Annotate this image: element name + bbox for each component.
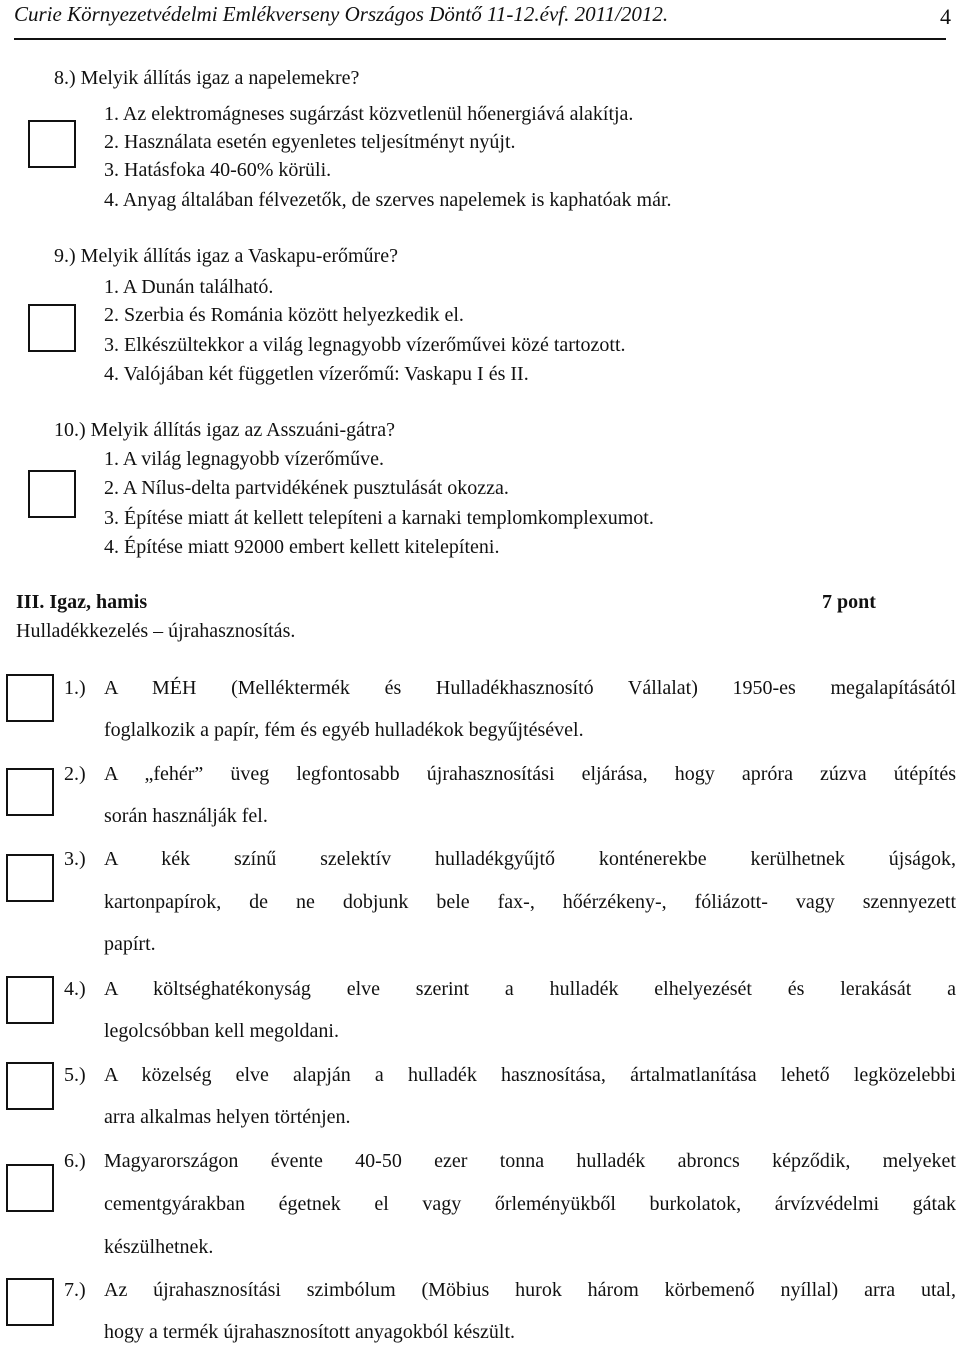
- answer-box-q9[interactable]: [28, 304, 76, 352]
- statement-6-line-2: cementgyárakban égetnek el vagy őrleményükből burkolatok, árvízvédelmi gátak: [104, 1193, 956, 1215]
- page-header-title: Curie Környezetvédelmi Emlékverseny Országos Döntő 11-12.évf. 2011/2012.: [14, 2, 669, 26]
- answer-box-q8[interactable]: [28, 120, 76, 168]
- answer-box-statement-2[interactable]: [6, 768, 54, 816]
- q8-option-4: 4. Anyag általában félvezetők, de szerves napelemek is kaphatóak már.: [104, 189, 672, 211]
- page-number: 4: [940, 4, 951, 29]
- question-9-title: 9.) Melyik állítás igaz a Vaskapu-erőműre?: [54, 245, 398, 267]
- answer-box-statement-3[interactable]: [6, 854, 54, 902]
- answer-box-statement-4[interactable]: [6, 976, 54, 1024]
- q9-option-4: 4. Valójában két független vízerőmű: Vaskapu I és II.: [104, 363, 529, 385]
- answer-box-statement-7[interactable]: [6, 1278, 54, 1326]
- statement-6-line-1: Magyarországon évente 40-50 ezer tonna hulladék abroncs képződik, melyeket: [104, 1150, 956, 1172]
- question-10-title: 10.) Melyik állítás igaz az Asszuáni-gátra?: [54, 419, 395, 441]
- q10-option-3: 3. Építése miatt át kellett telepíteni a karnaki templomkomplexumot.: [104, 507, 654, 529]
- statement-number: 4.): [64, 978, 86, 1000]
- statement-number: 6.): [64, 1150, 86, 1172]
- q10-option-4: 4. Építése miatt 92000 embert kellett kitelepíteni.: [104, 536, 500, 558]
- answer-box-statement-5[interactable]: [6, 1062, 54, 1110]
- q8-option-2: 2. Használata esetén egyenletes teljesítményt nyújt.: [104, 131, 516, 153]
- section-title: III. Igaz, hamis: [16, 591, 148, 613]
- q9-option-2: 2. Szerbia és Románia között helyezkedik el.: [104, 304, 464, 326]
- statement-7-line-2: hogy a termék újrahasznosított anyagokból készült.: [104, 1321, 516, 1343]
- statement-3-line-1: A kék színű szelektív hulladékgyűjtő konténerekbe kerülhetnek újságok,: [104, 848, 956, 870]
- statement-number: 3.): [64, 848, 86, 870]
- answer-box-statement-6[interactable]: [6, 1164, 54, 1212]
- q10-option-1: 1. A világ legnagyobb vízerőműve.: [104, 448, 384, 470]
- statement-number: 5.): [64, 1064, 86, 1086]
- statement-number: 7.): [64, 1279, 86, 1301]
- q9-option-1: 1. A Dunán található.: [104, 276, 274, 298]
- statement-1-line-2: foglalkozik a papír, fém és egyéb hulladékok begyűjtésével.: [104, 719, 584, 741]
- answer-box-q10[interactable]: [28, 470, 76, 518]
- header-divider: [14, 38, 946, 40]
- statement-3-line-2: kartonpapírok, de ne dobjunk bele fax-, hőérzékeny-, fóliázott- vagy szennyezett: [104, 891, 956, 913]
- section-subtitle: Hulladékkezelés – újrahasznosítás.: [16, 620, 296, 642]
- q8-option-1: 1. Az elektromágneses sugárzást közvetlenül hőenergiává alakítja.: [104, 103, 634, 125]
- section-points: 7 pont: [822, 591, 876, 613]
- statement-5-line-2: arra alkalmas helyen történjen.: [104, 1106, 351, 1128]
- statement-5-line-1: A közelség elve alapján a hulladék hasznosítása, ártalmatlanítása lehető legközelebbi: [104, 1064, 956, 1086]
- statement-number: 1.): [64, 677, 86, 699]
- statement-7-line-1: Az újrahasznosítási szimbólum (Möbius hurok három körbemenő nyíllal) arra utal,: [104, 1279, 956, 1301]
- q8-option-3: 3. Hatásfoka 40-60% körüli.: [104, 159, 332, 181]
- statement-4-line-1: A költséghatékonyság elve szerint a hulladék elhelyezését és lerakását a: [104, 978, 956, 1000]
- answer-box-statement-1[interactable]: [6, 674, 54, 722]
- statement-2-line-2: során használják fel.: [104, 805, 268, 827]
- statement-3-line-3: papírt.: [104, 933, 156, 955]
- question-8-title: 8.) Melyik állítás igaz a napelemekre?: [54, 67, 360, 89]
- statement-2-line-1: A „fehér” üveg legfontosabb újrahasznosítási eljárása, hogy apróra zúzva útépítés: [104, 763, 956, 785]
- statement-1-line-1: A MÉH (Melléktermék és Hulladékhasznosító Vállalat) 1950-es megalapításától: [104, 677, 956, 699]
- statement-number: 2.): [64, 763, 86, 785]
- q9-option-3: 3. Elkészültekkor a világ legnagyobb vízerőművei közé tartozott.: [104, 334, 626, 356]
- q10-option-2: 2. A Nílus-delta partvidékének pusztulását okozza.: [104, 477, 509, 499]
- statement-6-line-3: készülhetnek.: [104, 1236, 214, 1258]
- statement-4-line-2: legolcsóbban kell megoldani.: [104, 1020, 339, 1042]
